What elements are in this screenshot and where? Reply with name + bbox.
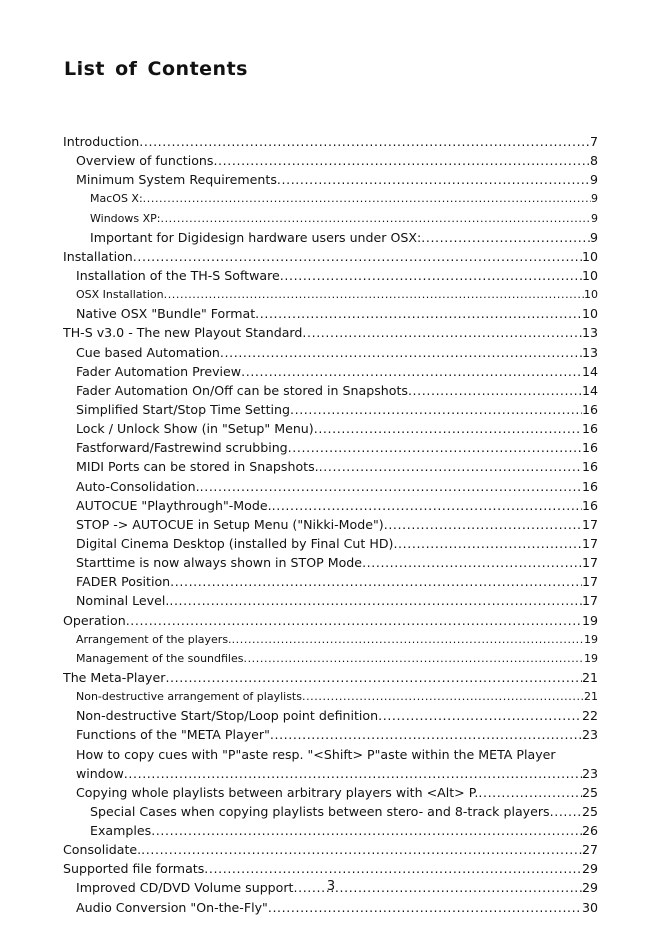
toc-entry[interactable] [63,362,598,381]
page-title: List of Contents [64,58,248,80]
toc-entry-page: 23 [581,765,598,781]
toc-entry-title: How to copy cues with "P"aste resp. "<Shift> P"aste within the META Player [76,746,556,762]
toc-entry[interactable] [63,591,598,610]
dot-leader [220,343,582,362]
toc-entry-page: 16 [581,401,598,417]
dot-leader [550,802,582,821]
dot-leader [408,381,582,400]
dot-leader [151,821,582,840]
toc-entry-page: 10 [581,248,598,264]
toc-entry-title: MIDI Ports can be stored in Snapshots. [76,459,319,475]
toc-entry[interactable] [63,572,598,591]
toc-entry-title: STOP -> AUTOCUE in Setup Menu ("Nikki-Mode") [76,516,384,532]
toc-entry-title: Improved CD/DVD Volume support [76,880,294,896]
toc-entry-page: 16 [581,497,598,513]
dot-leader [378,706,582,725]
toc-entry-title: Lock / Unlock Show (in "Setup" Menu) [76,421,314,437]
toc-entry-title: Installation of the TH-S Software [76,267,280,283]
toc-entry[interactable] [63,228,598,247]
toc-entry-page: 17 [581,555,598,571]
toc-entry-page: 16 [581,459,598,475]
toc-entry-page: 17 [581,516,598,532]
dot-leader [160,209,591,228]
toc-entry-title: Native OSX "Bundle" Format [76,306,256,322]
toc-entry-title: Audio Conversion "On-the-Fly" [76,899,268,915]
toc-entry-page: 21 [584,690,598,704]
dot-leader [393,534,582,553]
toc-entry-title: Cue based Automation [76,344,220,360]
toc-entry-page: 19 [584,632,598,646]
dot-leader [204,859,582,878]
toc-entry-page: 9 [589,172,598,188]
toc-entry[interactable] [63,649,598,668]
toc-entry[interactable] [63,668,598,687]
toc-entry-title: Simplified Start/Stop Time Setting [76,401,290,417]
toc-entry[interactable] [63,630,598,649]
toc-entry[interactable] [63,132,598,151]
toc-entry-title: Supported file formats [63,861,205,877]
toc-entry[interactable] [63,515,598,534]
toc-entry-title: FADER Position [76,574,171,590]
dot-leader [169,591,582,610]
toc-entry[interactable] [63,840,598,859]
toc-entry-title: Nominal Level. [76,593,170,609]
toc-entry[interactable] [63,285,598,304]
toc-entry-page: 29 [581,880,598,896]
dot-leader [139,132,590,151]
toc-entry[interactable] [63,304,598,323]
toc-entry-title: The Meta-Player [63,669,166,685]
toc-entry-page: 19 [584,651,598,665]
toc-entry-page: 21 [581,669,598,685]
dot-leader [302,687,584,706]
dot-leader [272,496,582,515]
dot-leader [243,649,584,668]
toc-entry[interactable] [63,419,598,438]
dot-leader [165,668,582,687]
dot-leader [213,151,590,170]
toc-entry[interactable] [63,209,598,228]
dot-leader [143,189,591,208]
table-of-contents [63,132,598,917]
toc-entry[interactable] [63,457,598,476]
dot-leader [478,783,582,802]
toc-entry-title: window [76,765,124,781]
toc-entry-title: Windows XP: [90,211,161,225]
toc-entry-page: 16 [581,478,598,494]
toc-entry-page: 22 [581,708,598,724]
toc-entry-title: Introduction [63,134,140,149]
dot-leader [164,285,584,304]
toc-entry-title: Examples [90,823,152,839]
toc-entry-title: MacOS X: [90,192,143,206]
toc-entry-title: Installation [63,248,133,264]
toc-entry-title: Auto-Consolidation. [76,478,200,494]
dot-leader [270,725,582,744]
toc-entry-page: 14 [581,382,598,398]
page-number: 3 [326,879,336,894]
toc-entry-page: 13 [581,344,598,360]
toc-entry-title: Operation [63,612,126,628]
toc-entry-title: Minimum System Requirements [76,172,277,188]
toc-entry-page: 16 [581,440,598,456]
toc-entry[interactable] [63,477,598,496]
toc-entry-page: 7 [589,134,598,149]
toc-entry[interactable] [63,706,598,725]
toc-entry[interactable] [63,764,598,783]
dot-leader [314,419,582,438]
dot-leader [141,840,582,859]
toc-entry-page: 13 [581,325,598,341]
toc-entry-title: Fader Automation On/Off can be stored in Snapshots [76,382,408,398]
toc-entry[interactable] [63,859,598,878]
toc-entry-page: 25 [581,784,598,800]
toc-entry-title: Fader Automation Preview [76,363,242,379]
toc-entry[interactable] [63,247,598,266]
dot-leader [268,898,582,917]
toc-entry-page: 26 [581,823,598,839]
toc-entry-title: Functions of the "META Player" [76,727,270,743]
dot-leader [124,764,582,783]
toc-entry-title: Overview of functions [76,153,214,169]
toc-entry-page: 8 [589,153,598,169]
toc-entry[interactable] [63,189,598,208]
toc-entry-title: Arrangement of the players. [76,632,232,646]
toc-entry-page: 16 [581,421,598,437]
toc-entry-title: Consolidate. [63,842,142,858]
toc-entry-title: Digital Cinema Desktop (installed by Final Cut HD) [76,535,394,551]
toc-entry[interactable] [63,553,598,572]
toc-entry-title: Copying whole playlists between arbitrary players with <Alt> P. [76,784,479,800]
toc-entry-page: 14 [581,363,598,379]
toc-entry-page: 9 [589,229,598,245]
toc-entry-page: 29 [581,861,598,877]
toc-entry[interactable] [63,323,598,342]
toc-entry-page: 10 [581,306,598,322]
toc-entry-page: 9 [591,192,598,206]
toc-entry-title: Special Cases when copying playlists between stero- and 8-track players [90,803,550,819]
toc-entry-title: Fastforward/Fastrewind scrubbing [76,440,288,456]
toc-entry[interactable] [63,496,598,515]
toc-entry-page: 10 [581,267,598,283]
toc-entry[interactable] [63,821,598,840]
toc-entry[interactable] [63,611,598,630]
toc-entry-page: 27 [581,842,598,858]
dot-leader [232,630,584,649]
dot-leader [288,438,582,457]
toc-entry[interactable] [63,745,598,764]
toc-entry[interactable] [63,170,598,189]
dot-leader [384,515,582,534]
dot-leader [421,228,590,247]
toc-entry-page: 23 [581,727,598,743]
toc-entry[interactable] [63,898,598,917]
dot-leader [133,247,582,266]
toc-entry-title: Important for Digidesign hardware users under OSX: [90,229,422,245]
toc-entry-title: Non-destructive Start/Stop/Loop point definition [76,708,379,724]
toc-entry-page: 9 [591,211,598,225]
toc-entry[interactable] [63,725,598,744]
dot-leader [280,266,582,285]
toc-entry[interactable] [63,343,598,362]
dot-leader [362,553,582,572]
toc-entry[interactable] [63,687,598,706]
toc-entry-page: 17 [581,535,598,551]
toc-entry[interactable] [63,266,598,285]
toc-entry-page: 17 [581,593,598,609]
dot-leader [200,477,582,496]
toc-entry-title: Starttime is now always shown in STOP Mode [76,555,363,571]
toc-entry[interactable] [63,151,598,170]
dot-leader [255,304,582,323]
toc-entry-title: TH-S v3.0 - The new Playout Standard [63,325,303,341]
toc-entry-page: 19 [581,612,598,628]
toc-entry-page: 17 [581,574,598,590]
dot-leader [290,400,582,419]
dot-leader [126,611,582,630]
toc-entry[interactable] [63,438,598,457]
toc-entry-title: Non-destructive arrangement of playlists [76,690,302,704]
toc-entry-page: 10 [584,288,598,302]
toc-entry-page: 30 [581,899,598,915]
dot-leader [319,457,582,476]
toc-entry-title: Management of the soundfiles [76,651,244,665]
dot-leader [277,170,590,189]
toc-entry[interactable] [63,400,598,419]
dot-leader [170,572,582,591]
toc-entry[interactable] [63,534,598,553]
dot-leader [302,323,582,342]
dot-leader [241,362,582,381]
toc-entry-page: 25 [581,803,598,819]
toc-entry-title: OSX Installation [76,288,164,302]
toc-entry[interactable] [63,381,598,400]
toc-entry[interactable] [63,802,598,821]
toc-entry[interactable] [63,783,598,802]
toc-entry-title: AUTOCUE "Playthrough"-Mode. [76,497,272,513]
